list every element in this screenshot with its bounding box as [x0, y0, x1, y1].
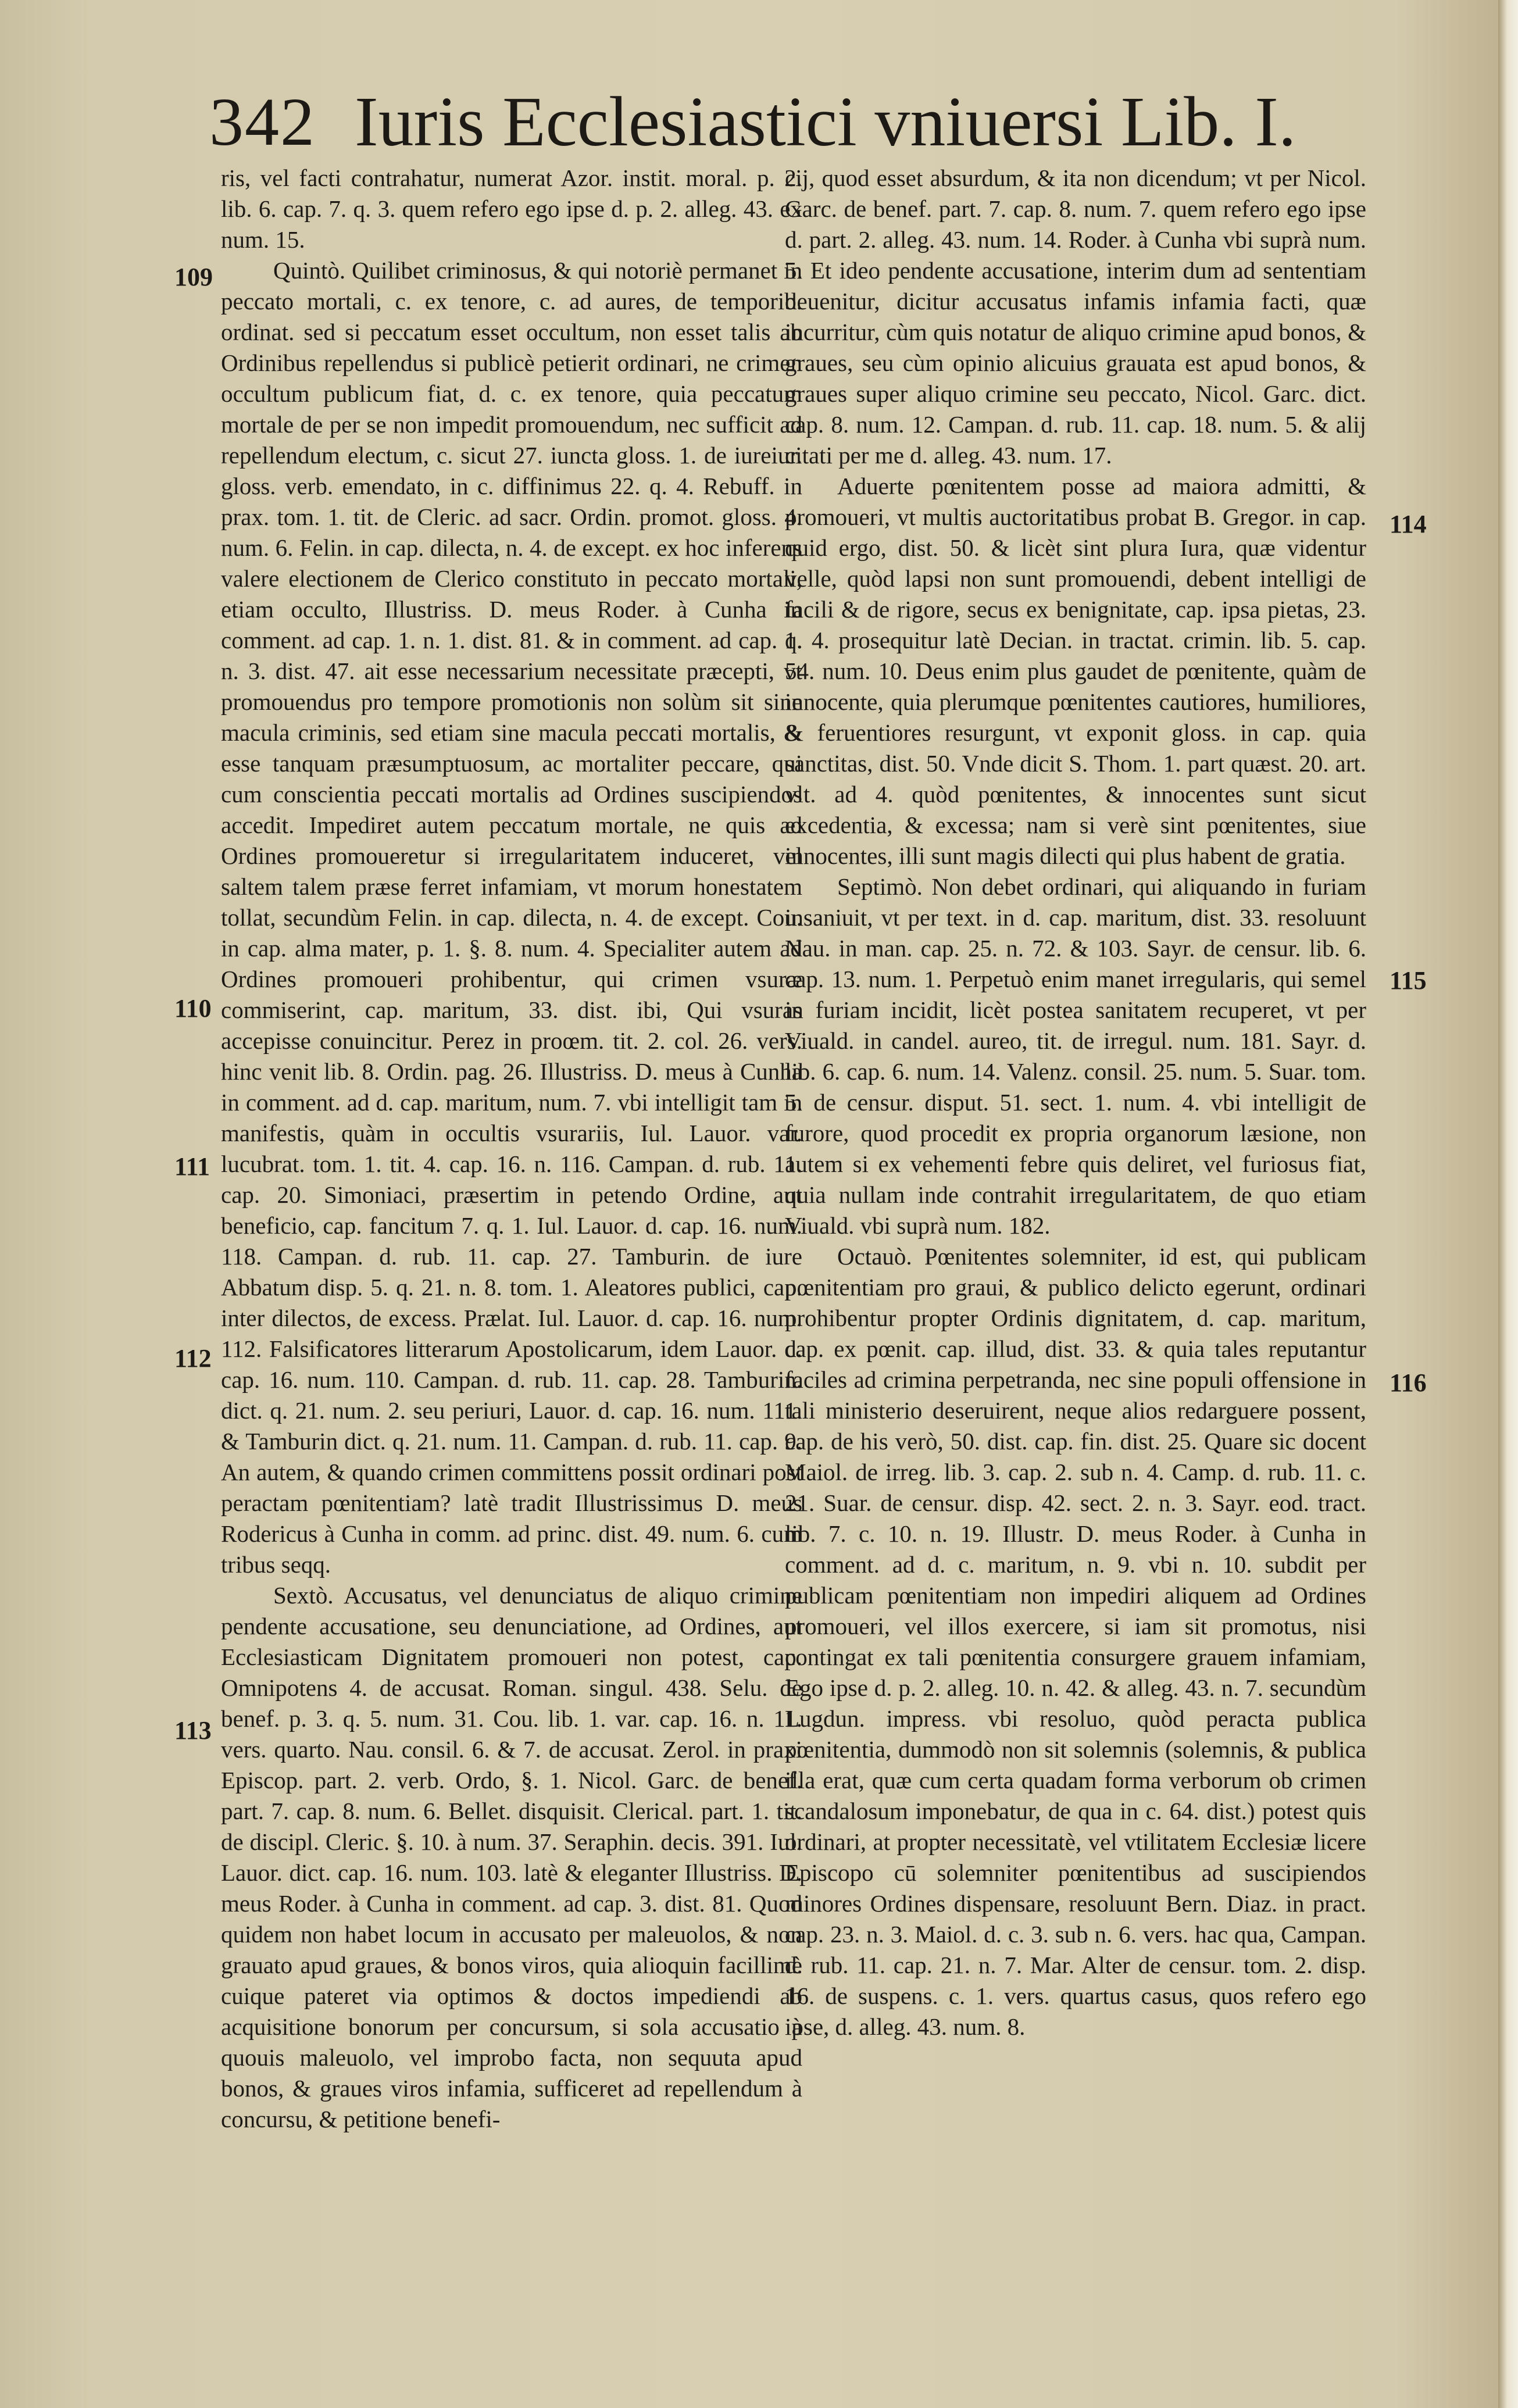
margin-number-112: 112	[174, 1344, 212, 1373]
paragraph: cij, quod esset absurdum, & ita non dicendum; vt per Nicol. Garc. de benef. part. 7. cap. 8. num. 7. quem refero ego ipse d. part. 2. alleg. 43. num. 14. Roder. à Cunha vbi suprà num. 5. Et ideo pendente accusatione, interim dum ad sententiam deuenitur, dicitur accusatus infamis infamia facti, quæ incurritur, cùm quis notatur de aliquo crimine apud bonos, & graues, seu cùm opinio alicuius grauata est apud bonos, & graues super aliquo crimine seu peccato, Nicol. Garc. dict. cap. 8. num. 12. Campan. d. rub. 11. cap. 18. num. 5. & alij citati per me d. alleg. 43. num. 17.	[785, 165, 1366, 469]
margin-number-110: 110	[174, 994, 212, 1023]
margin-number-114: 114	[1390, 510, 1427, 538]
paragraph: Octauò. Pœnitentes solemniter, id est, qui publicam pœnitentiam pro graui, & publico delicto egerunt, ordinari prohibentur propter Ordinis dignitatem, d. cap. maritum, cap. ex pœnit. cap. illud, dist. 33. & quia tales reputantur faciles ad crimina perpetranda, nec sine populi offensione in tali ministerio deseruirent, neque alios redarguere possent, cap. de his verò, 50. dist. cap. fin. dist. 25. Quare sic docent Maiol. de irreg. lib. 3. cap. 2. sub n. 4. Camp. d. rub. 11. c. 21. Suar. de censur. disp. 42. sect. 2. n. 3. Sayr. eod. tract. lib. 7. c. 10. n. 19. Illustr. D. meus Roder. à Cunha in comment. ad d. c. maritum, n. 9. vbi n. 10. subdit per publicam pœnitentiam non impediri aliquem ad Ordines promoueri, vel illos exercere, si iam sit promotus, nisi contingat ex tali pœnitentia consurgere grauem infamiam, Ego ipse d. p. 2. alleg. 10. n. 42. & alleg. 43. n. 7. secundùm Lugdun. impress. vbi resoluo, quòd peracta publica pœnitentia, dummodò non sit solemnis (solemnis, & publica illa erat, quæ cum certa quadam forma verborum ob crimen scandalosum imponebatur, de qua in c. 64. dist.) potest quis ordinari, at propter necessitatè, vel vtilitatem Ecclesiæ licere Episcopo cū solemniter pœnitentibus ad suscipiendos minores Ordines dispensare, resoluunt Bern. Diaz. in pract. cap. 23. n. 3. Maiol. d. c. 3. sub n. 6. vers. hac qua, Campan. d. rub. 11. cap. 21. n. 7. Mar. Alter de censur. tom. 2. disp. 16. de suspens. c. 1. vers. quartus casus, quos refero ego ipse, d. alleg. 43. num. 8.	[785, 1243, 1366, 2040]
page-edge	[1498, 0, 1518, 2408]
running-title: Iuris Ecclesiastici vniuersi Lib. I.	[355, 83, 1296, 161]
left-column	[221, 163, 802, 2360]
paragraph: Quintò. Quilibet criminosus, & qui notoriè permanet in peccato mortali, c. ex tenore, c. ad aures, de temporib. ordinat. sed si peccatum esset occultum, non esset talis ab Ordinibus repellendus si publicè petierit ordinari, ne crimen occultum publicum fiat, d. c. ex tenore, quia peccatum mortale de per se non impedit promouendum, nec sufficit ad repellendum electum, c. sicut 27. iuncta gloss. 1. de iureiur. gloss. verb. emendato, in c. diffinimus 22. q. 4. Rebuff. in prax. tom. 1. tit. de Cleric. ad sacr. Ordin. promot. gloss. 4. num. 6. Felin. in cap. dilecta, n. 4. de except. ex hoc inferens valere electionem de Clerico constituto in peccato mortali, etiam occulto, Illustriss. D. meus Roder. à Cunha in comment. ad cap. 1. n. 1. dist. 81. & in comment. ad cap. 1. n. 3. dist. 47. ait esse necessarium necessitate præcepti, vt promouendus pro tempore promotionis non solùm sit sine macula criminis, sed etiam sine macula peccati mortalis, & esse tanquam præsumptuosum, ac mortaliter peccare, qui cum conscientia peccati mortalis ad Ordines suscipiendos accedit. Impediret autem peccatum mortale, ne quis ad Ordines promoueretur si irregularitatem induceret, vel saltem talem præse ferret infamiam, vt morum honestatem tollat, secundùm Felin. in cap. dilecta, n. 4. de except. Cou. in cap. alma mater, p. 1. §. 8. num. 4. Specialiter autem ad Ordines promoueri prohibentur, qui crimen vsuræ commiserint, cap. maritum, 33. dist. ibi, Qui vsuras accepisse conuincitur. Perez in proœm. tit. 2. col. 26. vers. hinc venit lib. 8. Ordin. pag. 26. Illustriss. D. meus à Cunha in comment. ad d. cap. maritum, num. 7. vbi intelligit tam in manifestis, quàm in occultis vsurariis, Iul. Lauor. var. lucubrat. tom. 1. tit. 4. cap. 16. n. 116. Campan. d. rub. 11. cap. 20. Simoniaci, præsertim in petendo Ordine, aut beneficio, cap. fancitum 7. q. 1. Iul. Lauor. d. cap. 16. num. 118. Campan. d. rub. 11. cap. 27. Tamburin. de iure Abbatum disp. 5. q. 21. n. 8. tom. 1. Aleatores publici, cap. inter dilectos, de excess. Prælat. Iul. Lauor. d. cap. 16. num. 112. Falsificatores litterarum Apostolicarum, idem Lauor. d. cap. 16. num. 110. Campan. d. rub. 11. cap. 28. Tamburin. dict. q. 21. num. 2. seu periuri, Lauor. d. cap. 16. num. 111. & Tamburin dict. q. 21. num. 11. Campan. d. rub. 11. cap. 9. An autem, & quando crimen committens possit ordinari post peractam pœnitentiam? latè tradit Illustrissimus D. meus Rodericus à Cunha in comm. ad princ. dist. 49. num. 6. cum tribus seqq.	[221, 257, 802, 1578]
paragraph: Septimò. Non debet ordinari, qui aliquando in furiam insaniuit, vt per text. in d. cap. maritum, dist. 33. resoluunt Nau. in man. cap. 25. n. 72. & 103. Sayr. de censur. lib. 6. cap. 13. num. 1. Perpetuò enim manet irregularis, qui semel in furiam incidit, licèt postea sanitatem recuperet, vt per Viuald. in candel. aureo, tit. de irregul. num. 181. Sayr. d. lib. 6. cap. 6. num. 14. Valenz. consil. 25. num. 5. Suar. tom. 5. de censur. disput. 51. sect. 1. num. 4. vbi intelligit de furore, quod procedit ex propria organorum læsione, non autem si ex vehementi febre quis deliret, vel furiosus fiat, quia nullam inde contrahit irregularitatem, de quo etiam Viuald. vbi suprà num. 182.	[785, 873, 1366, 1239]
margin-number-111: 111	[174, 1152, 210, 1181]
paragraph: Aduerte pœnitentem posse ad maiora admitti, & promoueri, vt multis auctoritatibus probat B. Gregor. in cap. quid ergo, dist. 50. & licèt sint plura Iura, quæ videntur velle, quòd lapsi non sunt promouendi, debent intelligi de facili & de rigore, secus ex benignitate, cap. ipsa pietas, 23. q. 4. prosequitur latè Decian. in tractat. crimin. lib. 5. cap. 54. num. 10. Deus enim plus gaudet de pœnitente, quàm de innocente, quia plerumque pœnitentes cautiores, humiliores, & feruentiores resurgunt, vt exponit gloss. in cap. quia sanctitas, dist. 50. Vnde dicit S. Thom. 1. part quæst. 20. art. vlt. ad 4. quòd pœnitentes, & innocentes sunt sicut excedentia, & excessa; nam si verè sint pœnitentes, siue innocentes, illi sunt magis dilecti qui plus habent de gratia.	[785, 473, 1366, 869]
right-column	[785, 163, 1366, 2360]
folio-number: 342	[209, 84, 316, 160]
margin-number-109: 109	[174, 263, 213, 291]
page-header	[209, 81, 1314, 163]
margin-number-116: 116	[1390, 1369, 1427, 1397]
margin-number-115: 115	[1390, 966, 1427, 995]
margin-number-113: 113	[174, 1716, 212, 1745]
paragraph: ris, vel facti contrahatur, numerat Azor. instit. moral. p. 2. lib. 6. cap. 7. q. 3. quem refero ego ipse d. p. 2. alleg. 43. ex num. 15.	[221, 165, 802, 253]
paragraph: Sextò. Accusatus, vel denunciatus de aliquo crimine pendente accusatione, seu denunciatione, ad Ordines, aut Ecclesiasticam Dignitatem promoueri non potest, cap. Omnipotens 4. de accusat. Roman. singul. 438. Selu. de benef. p. 3. q. 5. num. 31. Cou. lib. 1. var. cap. 16. n. 11. vers. quarto. Nau. consil. 6. & 7. de accusat. Zerol. in praxi Episcop. part. 2. verb. Ordo, §. 1. Nicol. Garc. de benef. part. 7. cap. 8. num. 6. Bellet. disquisit. Clerical. part. 1. tit. de discipl. Cleric. §. 10. à num. 37. Seraphin. decis. 391. Iul. Lauor. dict. cap. 16. num. 103. latè & eleganter Illustriss. D. meus Roder. à Cunha in comment. ad cap. 3. dist. 81. Quod quidem non habet locum in accusato per maleuolos, & non grauato apud graues, & bonos viros, quia alioquin facillimè cuique pateret via optimos & doctos impediendi ab acquisitione bonorum per concursum, si sola accusatio à quouis maleuolo, vel improbo facta, non sequuta apud bonos, & graues viros infamia, sufficeret ad repellendum à concursu, & petitione benefi-	[221, 1582, 802, 2132]
